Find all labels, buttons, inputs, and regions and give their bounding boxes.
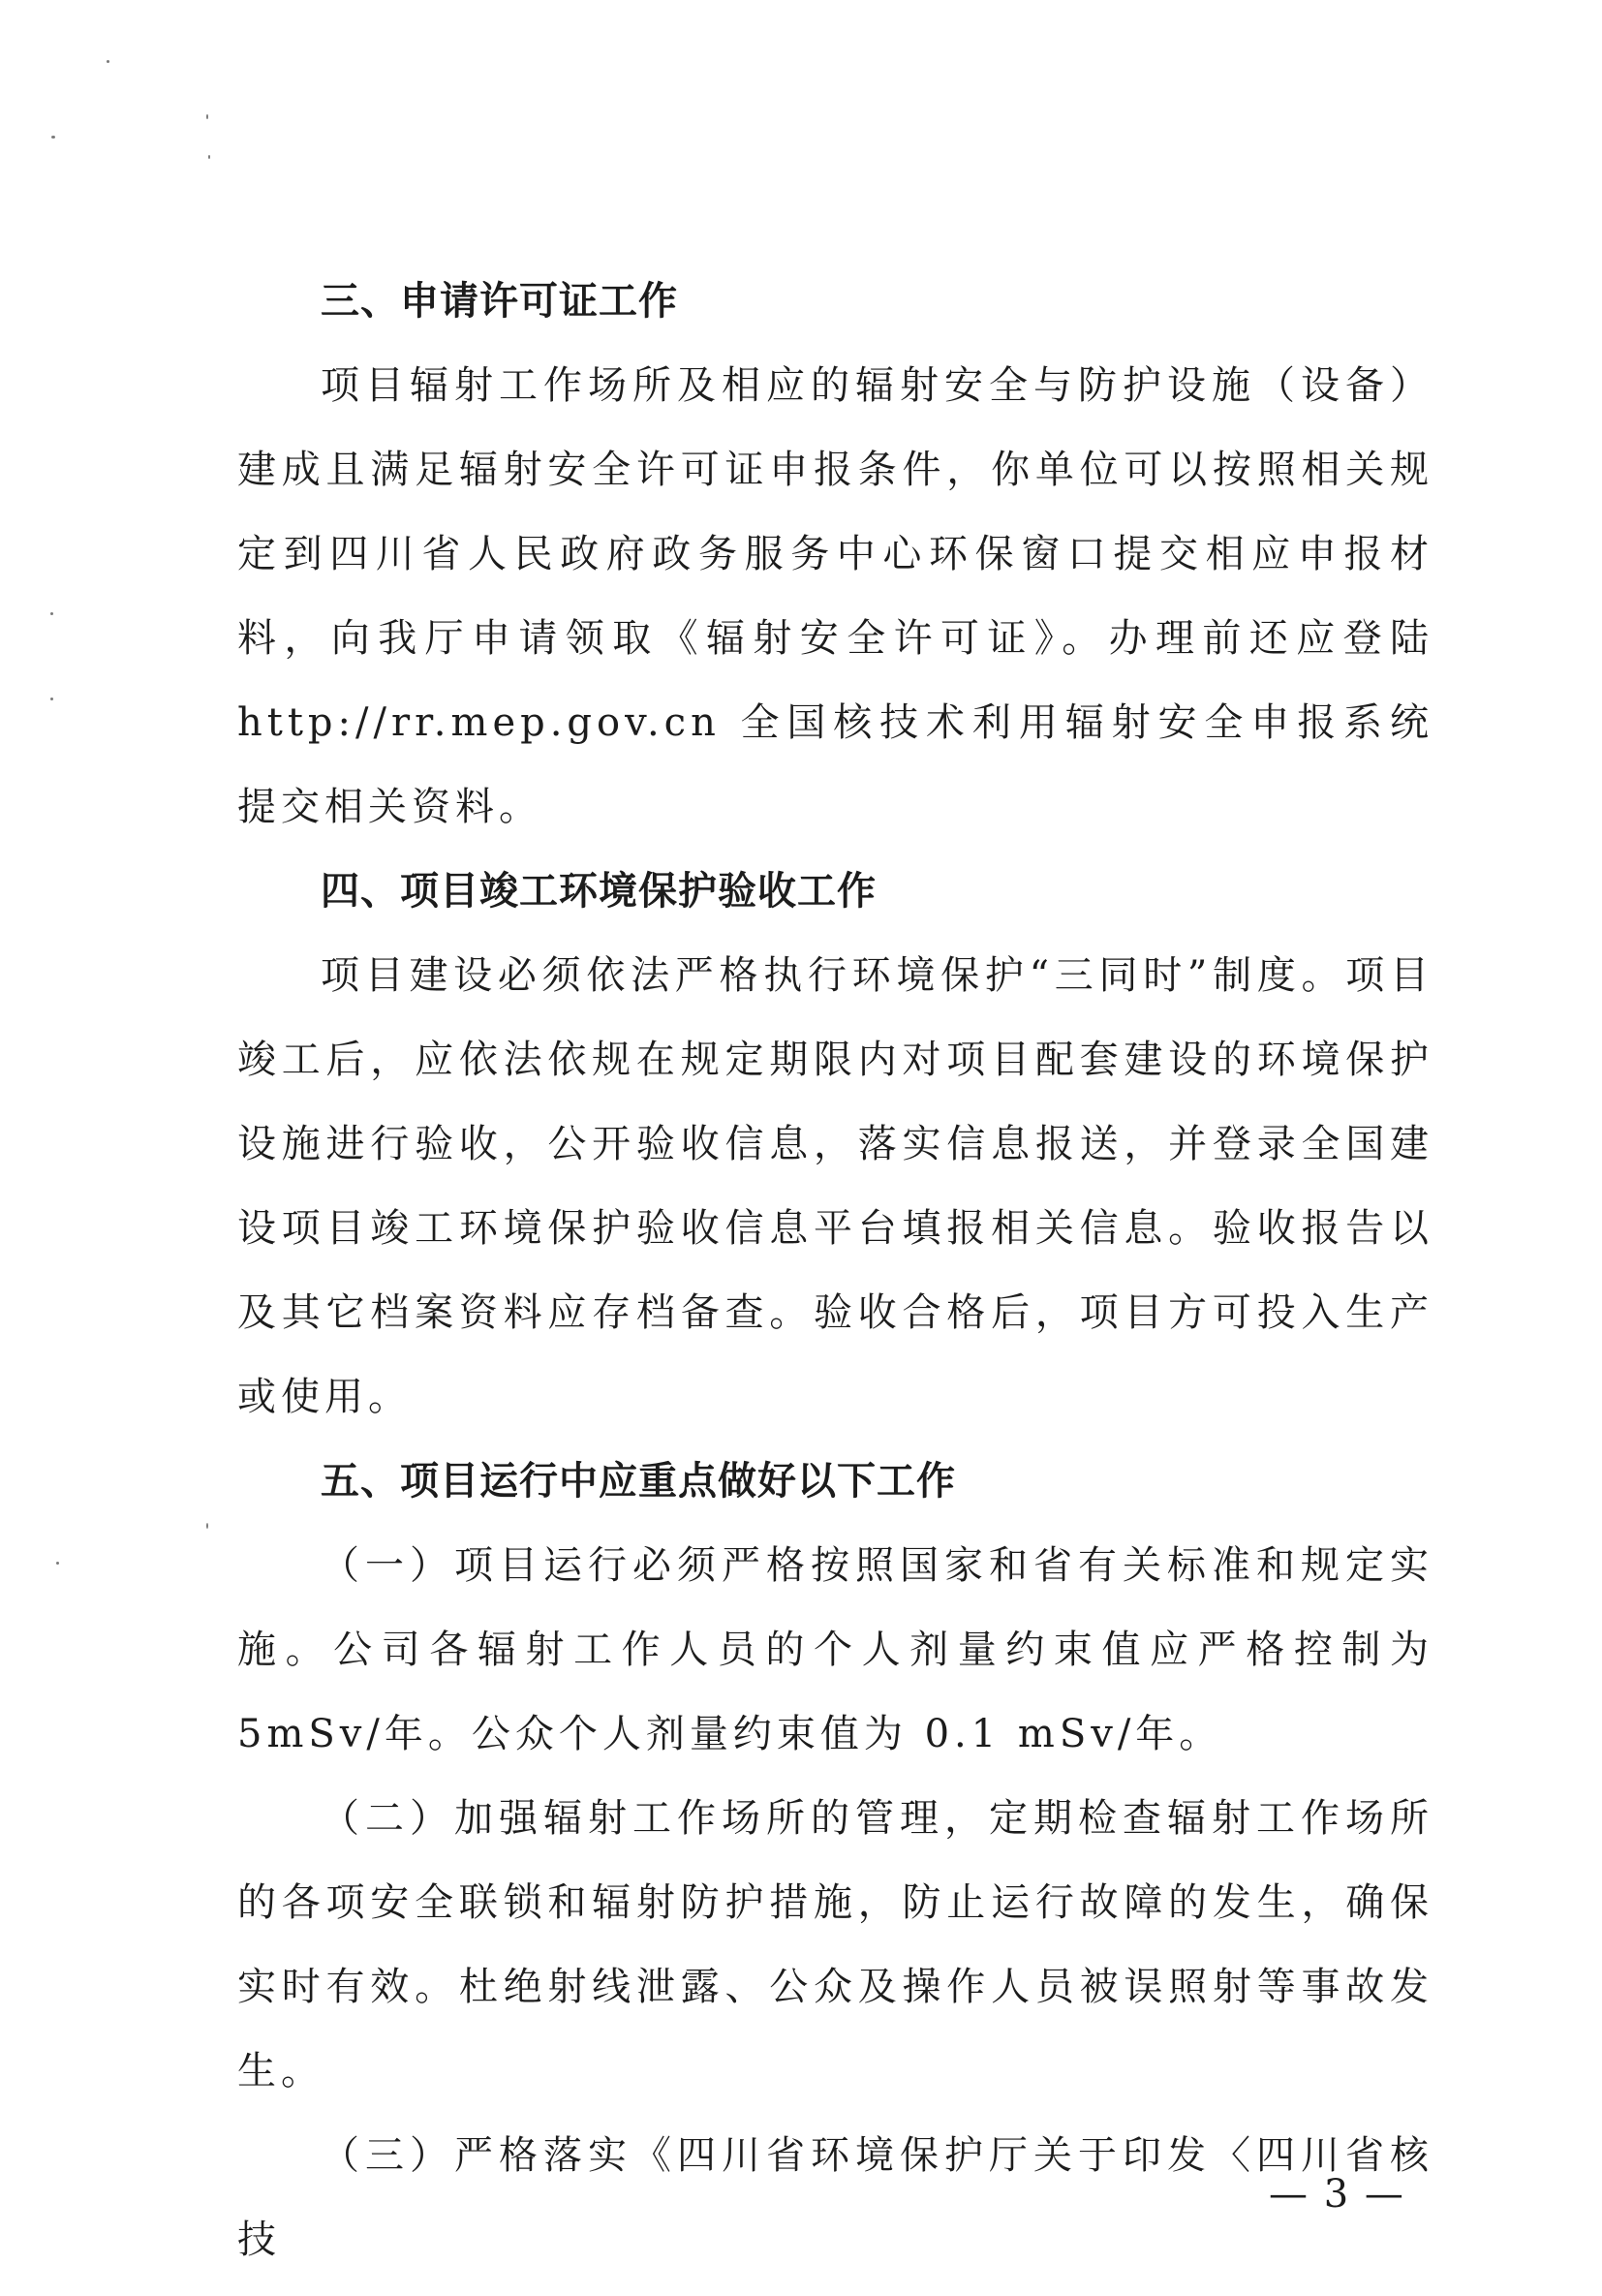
scan-speck bbox=[56, 1562, 59, 1565]
scan-speck bbox=[206, 114, 208, 119]
page-number: — 3 — bbox=[1269, 2172, 1405, 2217]
scan-speck bbox=[50, 612, 53, 615]
scan-speck bbox=[51, 136, 55, 139]
section-acceptance bbox=[237, 863, 1433, 1453]
scan-speck bbox=[50, 698, 53, 700]
section-paragraph: 项目建设必须依法严格执行环境保护“三同时”制度。项目竣工后，应依法依规在规定期限内对项目配套建设的环境保护设施进行验收，公开验收信息，落实信息报送，并登录全国建设项目竣工环境保护验收信息平台填报相关信息。验收报告以及其它档案资料应存档备查。验收合格后，项目方可投入生产或使用。 bbox=[237, 953, 1433, 1419]
section-paragraph: （三）严格落实《四川省环境保护厅关于印发〈四川省核技 bbox=[237, 2133, 1433, 2262]
scan-speck bbox=[208, 155, 210, 159]
section-heading: 五、项目运行中应重点做好以下工作 bbox=[321, 1459, 956, 1504]
section-operation bbox=[237, 1453, 1433, 2296]
section-paragraph: （二）加强辐射工作场所的管理，定期检查辐射工作场所的各项安全联锁和辐射防护措施，防止运行故障的发生，确保实时有效。杜绝射线泄露、公众及操作人员被误照射等事故发生。 bbox=[237, 1796, 1433, 2094]
section-paragraph: （一）项目运行必须严格按照国家和省有关标准和规定实施。公司各辐射工作人员的个人剂量约束值应严格控制为 5mSv/年。公众个人剂量约束值为 0.1 mSv/年。 bbox=[237, 1543, 1433, 1756]
section-heading: 四、项目竣工环境保护验收工作 bbox=[321, 869, 877, 914]
scan-speck bbox=[107, 60, 109, 63]
document-body bbox=[237, 273, 1433, 2296]
section-heading: 三、申请许可证工作 bbox=[321, 279, 678, 324]
section-license bbox=[237, 273, 1433, 863]
scan-speck bbox=[206, 1523, 208, 1529]
section-paragraph: 项目辐射工作场所及相应的辐射安全与防护设施（设备）建成且满足辐射安全许可证申报条件，你单位可以按照相关规定到四川省人民政府政务服务中心环保窗口提交相应申报材料，向我厅申请领取《辐射安全许可证》。办理前还应登陆http://rr.mep.gov.cn 全国核技术利用辐射安全申报系统提交相关资料。 bbox=[237, 363, 1433, 829]
